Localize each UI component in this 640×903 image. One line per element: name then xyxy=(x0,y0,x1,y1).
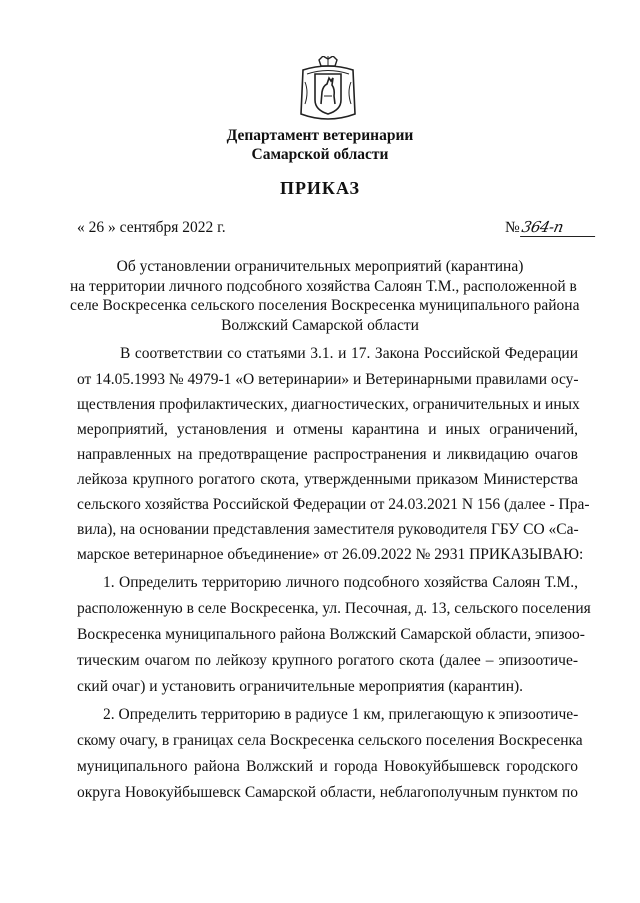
item1-line: 1. Определить территорию личного подсобного хозяйства Салоян Т.М., xyxy=(103,574,578,591)
preamble-line: вила), на основании представления заместителя руководителя ГБУ СО «Са- xyxy=(77,521,579,538)
preamble-line: марское ветеринарное объединение» от 26.09.2022 № 2931 ПРИКАЗЫВАЮ: xyxy=(77,546,584,563)
preamble-line: сельского хозяйства Российской Федерации от 24.03.2021 N 156 (далее - Пра- xyxy=(77,496,590,513)
item2-line: скому очагу, в границах села Воскресенка сельского поселения Воскресенка xyxy=(77,732,583,749)
item1-line: тическим очагом по лейкозу крупного рогатого скота (далее – эпизоотиче- xyxy=(77,652,578,669)
department-name-line2: Самарской области xyxy=(251,146,389,163)
preamble-line: ществления профилактических, диагностических, ограничительных и иных xyxy=(77,396,580,413)
item1-line: ский очаг) и установить ограничительные мероприятия (карантин). xyxy=(77,678,524,695)
preamble-line: В соответствии со статьями 3.1. и 17. Закона Российской Федерации xyxy=(120,345,578,362)
heading-line: Волжский Самарской области xyxy=(221,316,419,334)
preamble-line: направленных на предотвращение распространения и ликвидацию очагов xyxy=(77,446,578,463)
item1-line: расположенную в селе Воскресенка, ул. Песочная, д. 13, сельского поселения xyxy=(77,600,591,617)
heading-line: Об установлении ограничительных мероприятий (карантина) xyxy=(116,258,524,275)
item2-line: 2. Определить территорию в радиусе 1 км, прилегающую к эпизоотиче- xyxy=(103,706,579,723)
preamble-line: лейкоза крупного рогатого скота, утвержденными приказом Министерства xyxy=(77,471,578,488)
item2-line: муниципального района Волжский и города Новокуйбышевск городского xyxy=(77,758,578,775)
preamble-line: от 14.05.1993 № 4979-1 «О ветеринарии» и Ветеринарными правилами осу- xyxy=(77,371,579,388)
preamble-line: мероприятий, установления и отмены карантина и иных ограничений, xyxy=(77,421,578,438)
department-name-line1: Департамент ветеринарии xyxy=(226,127,414,144)
heading-line: на территории личного подсобного хозяйства Салоян Т.М., расположенной в xyxy=(70,277,577,295)
handwritten-number: 364-п xyxy=(520,218,599,237)
document-number xyxy=(505,218,597,237)
heading-line: селе Воскресенка сельского поселения Воскресенка муниципального района xyxy=(70,297,580,314)
document-heading xyxy=(70,257,580,335)
document-title: ПРИКАЗ xyxy=(279,178,361,198)
number-sign: № xyxy=(505,219,520,236)
item2-line: округа Новокуйбышевск Самарской области, неблагополучным пунктом по xyxy=(77,784,578,801)
coat-of-arms-icon xyxy=(293,56,363,124)
document-date: « 26 » сентября 2022 г. xyxy=(77,219,226,236)
item1-line: Воскресенка муниципального района Волжский Самарской области, эпизоо- xyxy=(77,626,585,643)
